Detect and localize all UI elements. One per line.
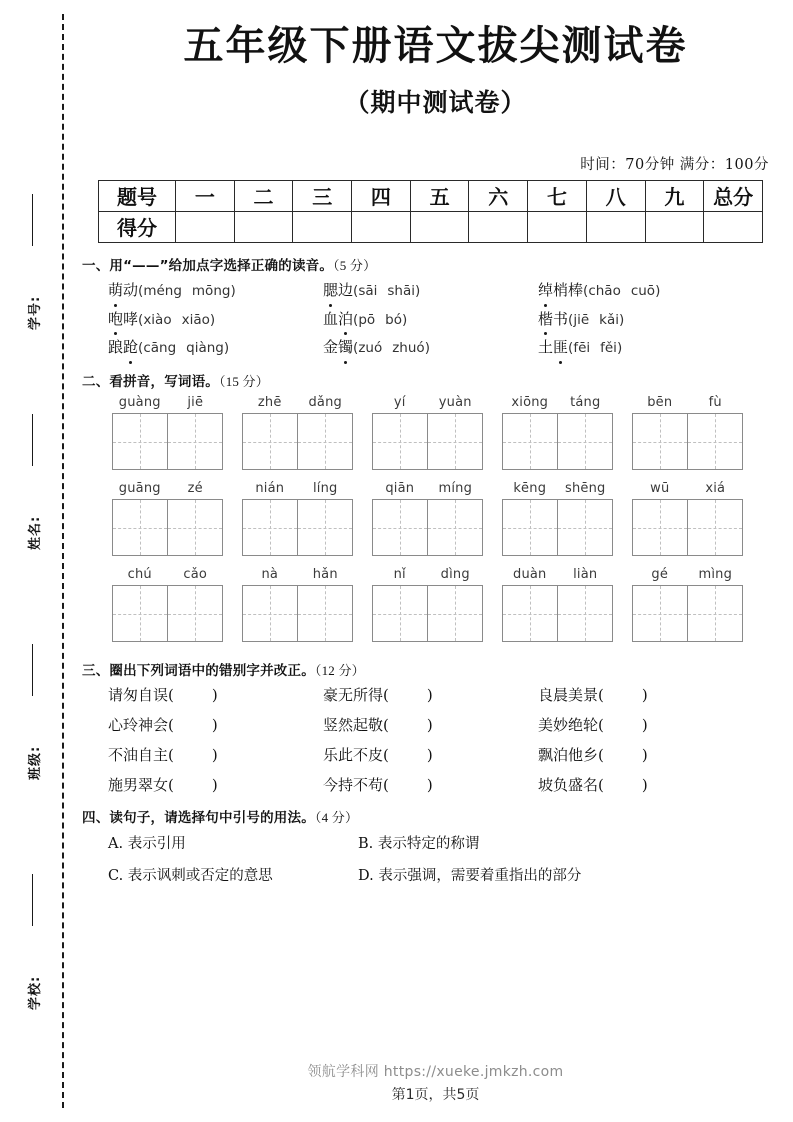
score-table-col-7: 七	[528, 180, 587, 211]
pinyin-option-a[interactable]: cāng	[143, 340, 177, 357]
word-dotted-char: 腮	[323, 280, 338, 302]
writing-cell[interactable]	[633, 500, 687, 555]
pinyin-write-group	[502, 390, 613, 470]
writing-cell[interactable]	[687, 500, 742, 555]
writing-grid[interactable]	[112, 413, 223, 470]
pinyin-syllable: chú	[127, 567, 152, 583]
score-table-col-4: 四	[352, 180, 411, 211]
pinyin-options: (chāo cuō)	[583, 282, 661, 299]
pinyin-write-group	[632, 562, 743, 642]
writing-grid[interactable]	[502, 413, 613, 470]
wrong-char-item[interactable]	[538, 744, 773, 765]
word-dotted-char: 镯	[338, 337, 353, 359]
pinyin-syllable: hǎn	[312, 567, 338, 583]
word-text: 飘泊他乡	[538, 746, 599, 765]
writing-cell[interactable]	[427, 586, 482, 641]
pinyin-syllable: wū	[650, 481, 670, 497]
word-text: 竖然起敬	[323, 716, 384, 735]
pinyin-syllable: xiá	[705, 481, 726, 497]
writing-cell[interactable]	[373, 500, 427, 555]
pinyin-syllable: mìng	[698, 567, 733, 583]
sidebar-label-student-id: 学号:	[27, 295, 43, 330]
pinyin-option-b[interactable]: xiāo	[181, 311, 210, 328]
score-table-col-5: 五	[410, 180, 469, 211]
word-text: 豪无所得	[323, 686, 384, 705]
word-suffix: 哮	[123, 309, 139, 328]
wrong-char-item[interactable]	[323, 684, 538, 705]
binding-sidebar	[0, 0, 78, 1122]
writing-cell[interactable]	[243, 414, 297, 469]
writing-grid[interactable]	[502, 499, 613, 556]
pinyin-label-pair	[632, 562, 743, 582]
word-dotted-char: 咆	[108, 309, 123, 331]
pinyin-syllable: nián	[255, 481, 285, 497]
pinyin-options: (jiē kǎi)	[568, 311, 625, 328]
pinyin-write-row-1	[82, 390, 793, 476]
question-1-items	[78, 280, 793, 359]
pinyin-label-pair	[502, 390, 613, 410]
pinyin-choice-item[interactable]	[323, 309, 538, 331]
pinyin-options: (cāng qiàng)	[138, 340, 230, 357]
writing-cell[interactable]	[297, 500, 352, 555]
pinyin-options: (xiào xiāo)	[138, 311, 216, 328]
pinyin-choice-item[interactable]	[538, 337, 773, 359]
wrong-char-item[interactable]	[108, 684, 323, 705]
writing-cell[interactable]	[503, 586, 557, 641]
question-1-points: （5 分）	[333, 257, 377, 273]
pinyin-options: (sāi shāi)	[353, 282, 421, 299]
pinyin-option-a[interactable]: fēi	[573, 340, 591, 357]
word-dotted-char: 楷	[538, 309, 553, 331]
answer-blank[interactable]: ( )	[168, 746, 218, 765]
pinyin-write-group	[372, 476, 483, 556]
score-cell-8[interactable]	[586, 211, 645, 242]
writing-cell[interactable]	[243, 586, 297, 641]
score-cell-7[interactable]	[528, 211, 587, 242]
word-text: 乐此不皮	[323, 746, 384, 765]
pinyin-syllable: líng	[312, 481, 338, 497]
writing-cell[interactable]	[633, 414, 687, 469]
question-1-heading	[78, 243, 793, 274]
word-text: 坡负盛名	[538, 776, 599, 795]
page-subtitle: （期中测试卷）	[344, 87, 527, 117]
question-3-heading	[78, 648, 793, 679]
question-2-heading	[78, 359, 793, 390]
writing-grid[interactable]	[632, 499, 743, 556]
writing-cell[interactable]	[427, 414, 482, 469]
score-table	[98, 180, 763, 243]
writing-grid[interactable]	[242, 499, 353, 556]
score-table-col-total: 总分	[704, 180, 763, 211]
question-3-title: 三、圈出下列词语中的错别字并改正。	[82, 663, 315, 680]
writing-cell[interactable]	[297, 414, 352, 469]
writing-grid[interactable]	[502, 585, 613, 642]
pinyin-syllable: nà	[261, 567, 279, 583]
question-2-title: 二、看拼音，写词语。	[82, 374, 219, 391]
pinyin-option-b[interactable]: cuō	[630, 282, 656, 299]
exam-meta-info: 时间：70分钟 满分：100分	[580, 156, 769, 173]
pinyin-syllable: fù	[708, 395, 722, 411]
word-prefix: 血	[323, 309, 339, 328]
pinyin-syllable: dǎng	[308, 395, 342, 411]
word-text: 良晨美景	[538, 686, 599, 705]
score-cell-3[interactable]	[293, 211, 352, 242]
score-cell-5[interactable]	[410, 211, 469, 242]
pinyin-label-pair	[372, 476, 483, 496]
pinyin-label-pair	[242, 390, 353, 410]
word-text: 今持不苟	[323, 776, 384, 795]
wrong-char-item[interactable]	[323, 714, 538, 735]
pinyin-label-pair	[242, 562, 353, 582]
wrong-char-item[interactable]	[323, 774, 538, 795]
score-table-col-9: 九	[645, 180, 704, 211]
pinyin-syllable: míng	[438, 481, 473, 497]
pinyin-syllable: guāng	[118, 481, 161, 497]
score-table-col-8: 八	[586, 180, 645, 211]
word-prefix: 土	[538, 338, 554, 357]
option-d[interactable]: D. 表示强调，需要着重指出的部分	[358, 868, 582, 885]
wrong-char-item[interactable]	[108, 714, 323, 735]
writing-grid[interactable]	[372, 585, 483, 642]
pinyin-options: (pō bó)	[353, 311, 408, 328]
pinyin-syllable: qiān	[385, 481, 415, 497]
pinyin-label-pair	[372, 562, 483, 582]
pinyin-option-a[interactable]: sāi	[358, 282, 378, 299]
writing-grid[interactable]	[112, 585, 223, 642]
writing-grid[interactable]	[242, 585, 353, 642]
writing-cell[interactable]	[243, 500, 297, 555]
answer-blank[interactable]: ( )	[168, 776, 218, 795]
pinyin-choice-item[interactable]	[323, 337, 538, 359]
pinyin-syllable: zé	[187, 481, 203, 497]
score-table-col-2: 二	[234, 180, 293, 211]
wrong-char-item[interactable]	[538, 714, 773, 735]
writing-cell[interactable]	[557, 586, 612, 641]
wrong-char-item[interactable]	[108, 774, 323, 795]
question-4-heading	[78, 795, 793, 826]
sidebar-label-name: 姓名:	[27, 515, 43, 550]
pinyin-choice-item[interactable]	[323, 280, 538, 302]
pinyin-options: (zuó zhuó)	[353, 340, 430, 357]
writing-grid[interactable]	[242, 413, 353, 470]
writing-cell[interactable]	[633, 586, 687, 641]
pinyin-syllable: duàn	[513, 567, 547, 583]
writing-cell[interactable]	[503, 414, 557, 469]
question-4-options	[78, 832, 793, 885]
answer-blank[interactable]: ( )	[598, 686, 648, 705]
pinyin-syllable: jiē	[187, 395, 204, 411]
pinyin-syllable: yuàn	[438, 395, 472, 411]
score-table-row-label-question: 题号	[99, 180, 176, 211]
pinyin-label-pair	[632, 390, 743, 410]
word-suffix: 梢棒	[553, 280, 584, 299]
writing-cell[interactable]	[427, 500, 482, 555]
writing-cell[interactable]	[297, 586, 352, 641]
pinyin-option-b[interactable]: kǎi	[599, 311, 619, 328]
pinyin-syllable: xiōng	[511, 395, 549, 411]
pinyin-write-group	[112, 476, 223, 556]
answer-blank[interactable]: ( )	[598, 716, 648, 735]
pinyin-syllable: liàn	[573, 567, 598, 583]
score-table-col-1: 一	[176, 180, 235, 211]
score-table-col-3: 三	[293, 180, 352, 211]
pinyin-options: (fēi fěi)	[568, 340, 623, 357]
writing-grid[interactable]	[112, 499, 223, 556]
question-4-title: 四、读句子，请选择句中引号的用法。	[82, 810, 315, 827]
option-c[interactable]: C. 表示讽刺或否定的意思	[108, 868, 273, 885]
answer-blank[interactable]: ( )	[598, 776, 648, 795]
pinyin-syllable: guàng	[118, 395, 161, 411]
pinyin-choice-item[interactable]	[538, 280, 773, 302]
writing-cell[interactable]	[503, 500, 557, 555]
writing-grid[interactable]	[632, 585, 743, 642]
score-table-row-label-score: 得分	[99, 211, 176, 242]
option-b[interactable]: B. 表示特定的称谓	[358, 836, 480, 853]
question-2-points: （15 分）	[219, 374, 269, 390]
pinyin-write-group	[632, 390, 743, 470]
word-prefix: 踉	[108, 338, 124, 357]
pinyin-write-row-2	[82, 476, 793, 562]
writing-cell[interactable]	[373, 586, 427, 641]
pinyin-option-a[interactable]: zuó	[358, 340, 383, 357]
pinyin-write-group	[112, 390, 223, 470]
pinyin-syllable: nǐ	[393, 567, 406, 583]
pinyin-option-a[interactable]: jiē	[573, 311, 590, 328]
word-dotted-char: 泊	[338, 309, 353, 331]
question-3-items	[78, 684, 793, 795]
pinyin-label-pair	[112, 476, 223, 496]
pinyin-label-pair	[632, 476, 743, 496]
word-text: 施男翠女	[108, 776, 169, 795]
sidebar-label-class: 班级:	[27, 745, 43, 780]
pinyin-write-group	[372, 390, 483, 470]
answer-blank[interactable]: ( )	[383, 746, 433, 765]
page-number: 第1页，共5页	[391, 1087, 480, 1103]
pinyin-option-b[interactable]: fěi	[600, 340, 617, 357]
word-dotted-char: 萌	[108, 280, 123, 302]
score-table-col-6: 六	[469, 180, 528, 211]
writing-cell[interactable]	[167, 500, 222, 555]
word-suffix: 书	[553, 309, 569, 328]
pinyin-option-b[interactable]: qiàng	[186, 340, 224, 357]
table-row-question-numbers	[99, 180, 763, 211]
pinyin-syllable: gé	[651, 567, 669, 583]
pinyin-write-group	[242, 562, 353, 642]
pinyin-label-pair	[242, 476, 353, 496]
writing-cell[interactable]	[167, 586, 222, 641]
writing-cell[interactable]	[113, 586, 167, 641]
pinyin-write-group	[112, 562, 223, 642]
question-3-points: （12 分）	[314, 663, 365, 679]
pinyin-label-pair	[112, 390, 223, 410]
wrong-char-item[interactable]	[538, 684, 773, 705]
word-text: 心玲神会	[108, 716, 169, 735]
answer-blank[interactable]: ( )	[168, 716, 218, 735]
word-text: 美妙绝轮	[538, 716, 599, 735]
pinyin-option-a[interactable]: xiào	[143, 311, 172, 328]
score-cell-total[interactable]	[704, 211, 763, 242]
word-dotted-char: 匪	[553, 337, 568, 359]
wrong-char-item[interactable]	[323, 744, 538, 765]
writing-cell[interactable]	[687, 414, 742, 469]
question-1-title: 一、用“——”给加点字选择正确的读音。	[82, 257, 334, 274]
answer-blank[interactable]: ( )	[383, 686, 433, 705]
pinyin-syllable: yí	[393, 395, 406, 411]
tear-off-dashed-line	[62, 14, 64, 1108]
pinyin-label-pair	[502, 476, 613, 496]
wrong-char-item[interactable]	[538, 774, 773, 795]
pinyin-option-a[interactable]: chāo	[588, 282, 621, 299]
pinyin-write-group	[632, 476, 743, 556]
answer-blank[interactable]: ( )	[598, 746, 648, 765]
score-cell-9[interactable]	[645, 211, 704, 242]
writing-cell[interactable]	[167, 414, 222, 469]
question-4-points: （4 分）	[314, 810, 359, 826]
writing-cell[interactable]	[373, 414, 427, 469]
option-a[interactable]: A. 表示引用	[108, 836, 186, 853]
word-suffix: 边	[338, 280, 354, 299]
page-title: 五年级下册语文拔尖测试卷	[183, 22, 688, 69]
page-footer	[78, 1061, 793, 1104]
pinyin-syllable: kēng	[513, 481, 547, 497]
sidebar-label-school: 学校:	[27, 975, 43, 1010]
writing-grid[interactable]	[372, 499, 483, 556]
writing-cell[interactable]	[557, 414, 612, 469]
word-suffix: 动	[123, 280, 139, 299]
word-text: 不油自主	[108, 746, 169, 765]
pinyin-choice-item[interactable]	[108, 337, 323, 359]
writing-grid[interactable]	[632, 413, 743, 470]
pinyin-label-pair	[112, 562, 223, 582]
wrong-char-item[interactable]	[108, 744, 323, 765]
pinyin-write-group	[242, 476, 353, 556]
answer-blank[interactable]: ( )	[383, 776, 433, 795]
exam-paper	[78, 0, 793, 1122]
writing-grid[interactable]	[372, 413, 483, 470]
score-cell-6[interactable]	[469, 211, 528, 242]
word-dotted-char: 跄	[123, 337, 138, 359]
pinyin-write-row-3	[82, 562, 793, 648]
pinyin-write-group	[502, 476, 613, 556]
sidebar-field-school	[10, 870, 56, 1070]
pinyin-label-pair	[502, 562, 613, 582]
writing-cell[interactable]	[113, 414, 167, 469]
word-dotted-char: 绰	[538, 280, 553, 302]
writing-cell[interactable]	[687, 586, 742, 641]
answer-blank[interactable]: ( )	[168, 686, 218, 705]
pinyin-write-group	[502, 562, 613, 642]
pinyin-syllable: cǎo	[183, 567, 208, 583]
pinyin-syllable: bēn	[647, 395, 673, 411]
score-cell-2[interactable]	[234, 211, 293, 242]
pinyin-label-pair	[372, 390, 483, 410]
pinyin-syllable: zhē	[257, 395, 282, 411]
table-row-scores	[99, 211, 763, 242]
pinyin-syllable: shēng	[564, 481, 606, 497]
pinyin-option-a[interactable]: pō	[358, 311, 376, 328]
writing-cell[interactable]	[113, 500, 167, 555]
pinyin-option-a[interactable]: méng	[143, 282, 182, 299]
pinyin-syllable: táng	[570, 395, 601, 411]
writing-cell[interactable]	[557, 500, 612, 555]
word-prefix: 金	[323, 338, 339, 357]
answer-blank[interactable]: ( )	[383, 716, 433, 735]
site-watermark: 领航学科网 https://xueke.jmkzh.com	[307, 1064, 564, 1080]
pinyin-choice-item[interactable]	[108, 280, 323, 302]
pinyin-options: (méng mōng)	[138, 282, 236, 299]
pinyin-option-b[interactable]: zhuó	[392, 340, 425, 357]
pinyin-write-group	[372, 562, 483, 642]
pinyin-write-group	[242, 390, 353, 470]
pinyin-option-b[interactable]: shāi	[387, 282, 415, 299]
pinyin-option-b[interactable]: bó	[385, 311, 402, 328]
word-text: 请匆自误	[108, 686, 169, 705]
score-cell-1[interactable]	[176, 211, 235, 242]
pinyin-choice-item[interactable]	[538, 309, 773, 331]
pinyin-syllable: dìng	[440, 567, 470, 583]
score-cell-4[interactable]	[352, 211, 411, 242]
pinyin-option-b[interactable]: mōng	[191, 282, 231, 299]
pinyin-choice-item[interactable]	[108, 309, 323, 331]
